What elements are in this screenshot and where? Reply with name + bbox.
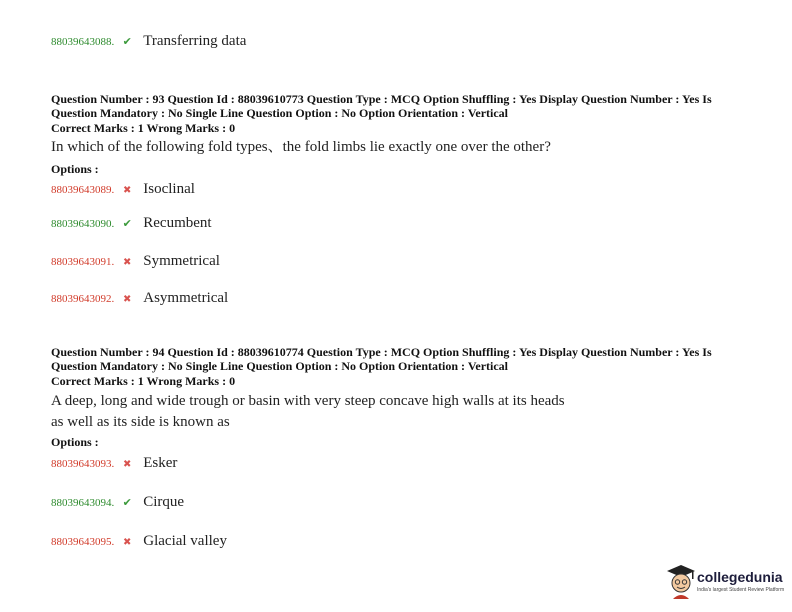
option-row (51, 493, 184, 511)
question-meta-line2: Question Mandatory : No Single Line Question Option : No Option Orientation : Vertical (51, 359, 509, 373)
option-row (51, 180, 195, 198)
cross-icon: ✖ (123, 294, 132, 305)
check-icon: ✔ (122, 496, 132, 509)
option-id: 88039643092. (51, 293, 115, 305)
option-id: 88039643088. (51, 36, 115, 48)
option-id: 88039643095. (51, 536, 115, 548)
question-text: In which of the following fold types、the fold limbs lie exactly one over the other? (51, 139, 551, 155)
question-meta-line1: Question Number : 94 Question Id : 88039610774 Question Type : MCQ Option Shuffling : Yes Display Question Number : Yes Is (51, 345, 712, 359)
logo-tagline: India's largest Student Review Platform (697, 587, 785, 593)
question-text-line2: as well as its side is known as (51, 414, 230, 430)
option-text: Isoclinal (143, 181, 195, 197)
question-meta-line1: Question Number : 93 Question Id : 88039610773 Question Type : MCQ Option Shuffling : Yes Display Question Number : Yes Is (51, 92, 712, 106)
option-text: Glacial valley (143, 533, 227, 549)
cross-icon: ✖ (123, 185, 132, 196)
option-row (51, 32, 246, 50)
graduate-mascot-icon (666, 563, 696, 599)
option-id: 88039643091. (51, 256, 115, 268)
question-marks: Correct Marks : 1 Wrong Marks : 0 (51, 121, 236, 135)
option-row (51, 252, 220, 270)
question-meta-line2: Question Mandatory : No Single Line Question Option : No Option Orientation : Vertical (51, 106, 509, 120)
option-text: Asymmetrical (143, 290, 229, 306)
logo-wordmark: collegedunia (697, 569, 783, 585)
question-text: A deep, long and wide trough or basin with very steep concave high walls at its heads (51, 393, 565, 409)
option-row (51, 214, 212, 232)
cross-icon: ✖ (123, 257, 132, 268)
option-id: 88039643094. (51, 497, 115, 509)
option-row (51, 532, 227, 550)
option-row (51, 454, 177, 472)
question-marks: Correct Marks : 1 Wrong Marks : 0 (51, 374, 236, 388)
option-id: 88039643090. (51, 218, 115, 230)
check-icon: ✔ (122, 35, 132, 48)
option-text: Esker (143, 455, 178, 471)
option-text: Recumbent (143, 215, 212, 231)
option-text: Cirque (143, 494, 185, 510)
cross-icon: ✖ (123, 459, 132, 470)
option-row (51, 289, 228, 307)
option-text: Symmetrical (143, 253, 220, 269)
collegedunia-logo (666, 563, 786, 603)
options-label: Options : (51, 162, 99, 176)
check-icon: ✔ (122, 217, 132, 230)
option-text: Transferring data (143, 33, 247, 49)
option-id: 88039643093. (51, 458, 115, 470)
options-label: Options : (51, 435, 99, 449)
cross-icon: ✖ (123, 537, 132, 548)
option-id: 88039643089. (51, 184, 115, 196)
